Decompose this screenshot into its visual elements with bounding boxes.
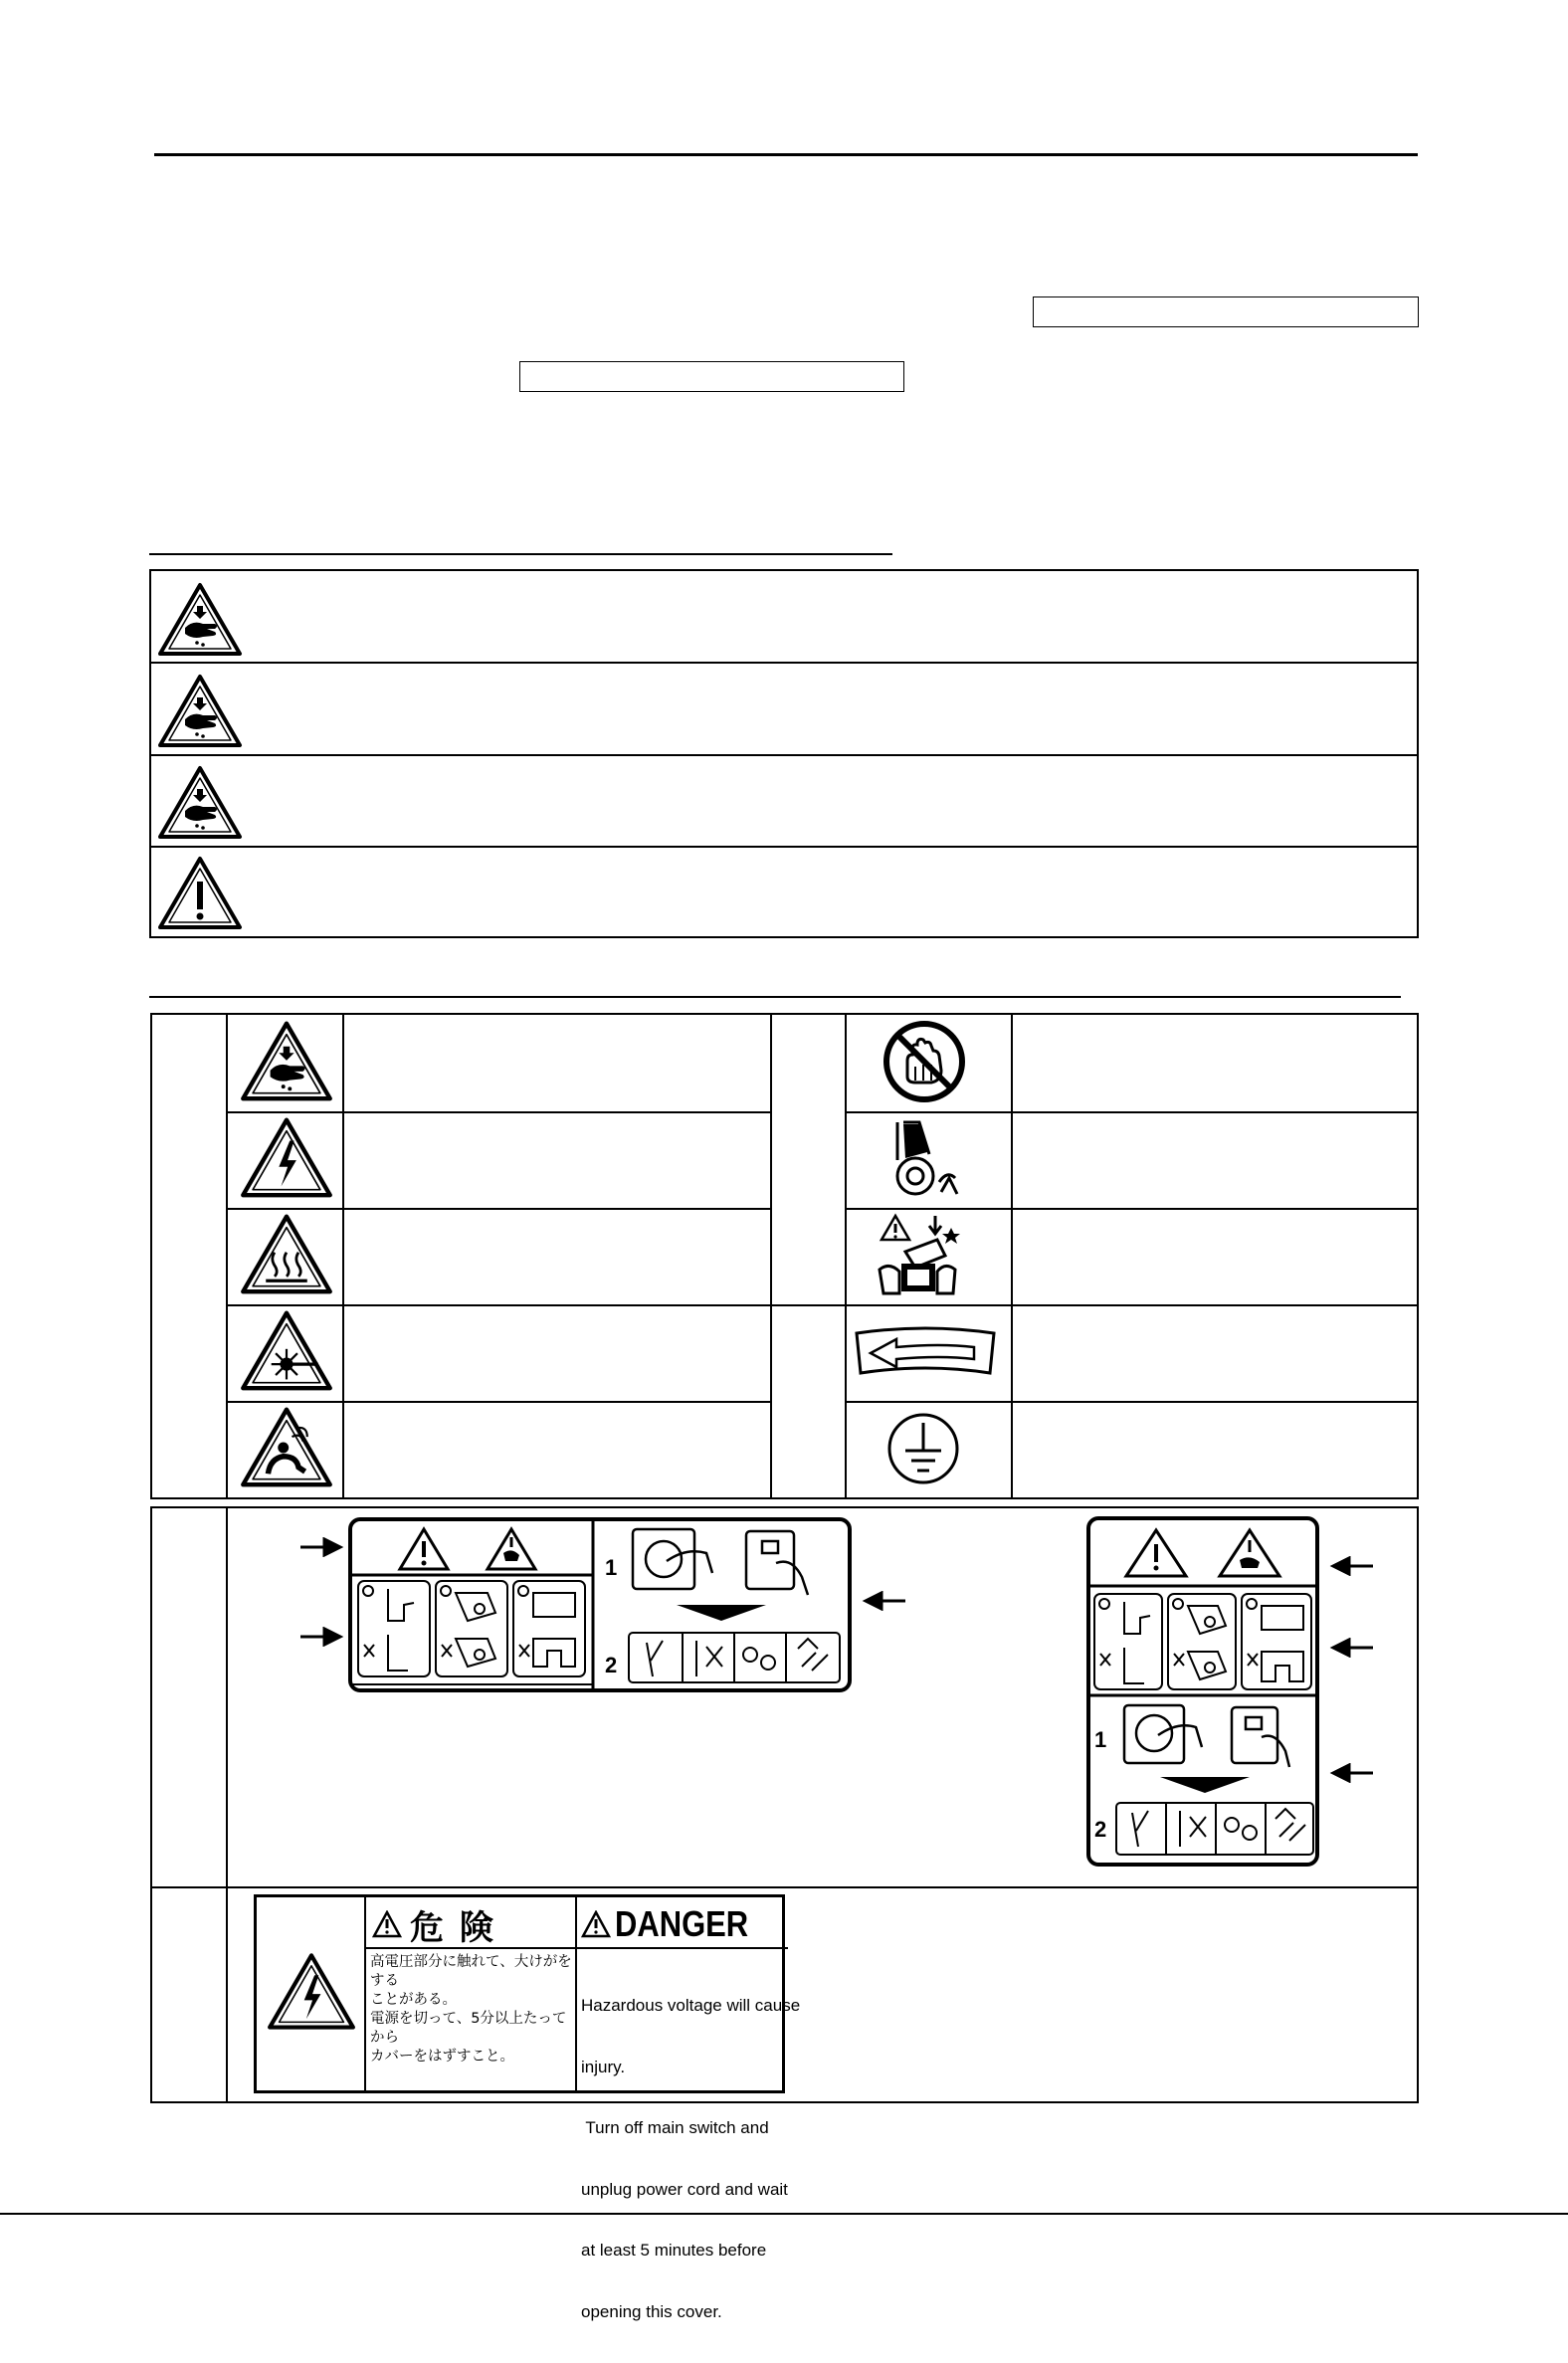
- no-touch-prohibition-icon: [882, 1019, 967, 1104]
- caution-label-horizontal: [348, 1517, 852, 1692]
- pulley-pinch-icon: [876, 1114, 971, 1200]
- danger-heading-en: DANGER: [615, 1903, 749, 1944]
- step-2-number: 2: [1094, 1817, 1107, 1842]
- protective-earth-icon: [883, 1409, 963, 1488]
- arrow-left-icon: [1327, 1638, 1373, 1658]
- danger-text-jp-line: カバーをはずすこと。: [370, 2049, 514, 2065]
- section-rule-2: [149, 996, 1401, 998]
- electric-shock-warning-icon: [267, 1952, 356, 2032]
- caution-label-vertical: [1086, 1516, 1319, 1867]
- danger-text-en: [581, 1955, 801, 2363]
- laser-warning-icon: [240, 1309, 333, 1393]
- hand-crush-warning-icon: [157, 765, 243, 841]
- step-2-number: 2: [605, 1653, 618, 1677]
- danger-text-jp-line: 高電圧部分に触れて、大けがをする: [370, 1954, 572, 1989]
- danger-text-jp-line: 電源を切って、5分以上たってから: [370, 2011, 567, 2046]
- danger-label: [254, 1894, 801, 2321]
- arrow-left-icon: [1327, 1763, 1373, 1783]
- step-1-number: 1: [1094, 1727, 1107, 1752]
- hazard-table: [149, 569, 1419, 938]
- warning-triangle-icon: [581, 1910, 611, 1938]
- entanglement-warning-icon: [240, 1406, 333, 1489]
- hot-surface-warning-icon: [240, 1213, 333, 1296]
- text-frame-right: [1033, 296, 1419, 327]
- danger-text-en-line: Turn off main switch and: [581, 2118, 769, 2137]
- arrow-right-icon: [300, 1627, 346, 1647]
- hand-crush-warning-icon: [157, 582, 243, 658]
- section-rule-1: [149, 553, 892, 555]
- page-bottom-rule: [0, 2213, 1568, 2215]
- danger-text-jp-line: ことがある。: [370, 1992, 457, 2008]
- warning-triangle-icon: [372, 1910, 402, 1938]
- danger-text-en-line: Hazardous voltage will cause: [581, 1996, 801, 2015]
- arrow-left-icon: [860, 1591, 905, 1611]
- symbol-table: [150, 1013, 1419, 1499]
- danger-text-en-line: at least 5 minutes before: [581, 2241, 767, 2260]
- rotation-direction-arrow-icon: [851, 1323, 1000, 1383]
- danger-heading-jp: 危 険: [410, 1907, 495, 1948]
- general-warning-icon: [157, 856, 243, 931]
- text-frame-left: [519, 361, 904, 392]
- page-top-rule: [154, 153, 1418, 156]
- danger-text-en-line: opening this cover.: [581, 2301, 722, 2321]
- arrow-right-icon: [300, 1537, 346, 1557]
- step-1-number: 1: [605, 1555, 618, 1580]
- danger-text-jp: [370, 1953, 573, 2067]
- hand-crush-warning-icon: [157, 674, 243, 749]
- hand-crush-warning-icon: [240, 1020, 333, 1103]
- arrow-left-icon: [1327, 1556, 1373, 1576]
- electric-shock-warning-icon: [240, 1116, 333, 1200]
- head-tilt-caution-icon: [876, 1212, 975, 1297]
- danger-text-en-line: unplug power cord and wait: [581, 2179, 788, 2199]
- danger-text-en-line: injury.: [581, 2057, 626, 2076]
